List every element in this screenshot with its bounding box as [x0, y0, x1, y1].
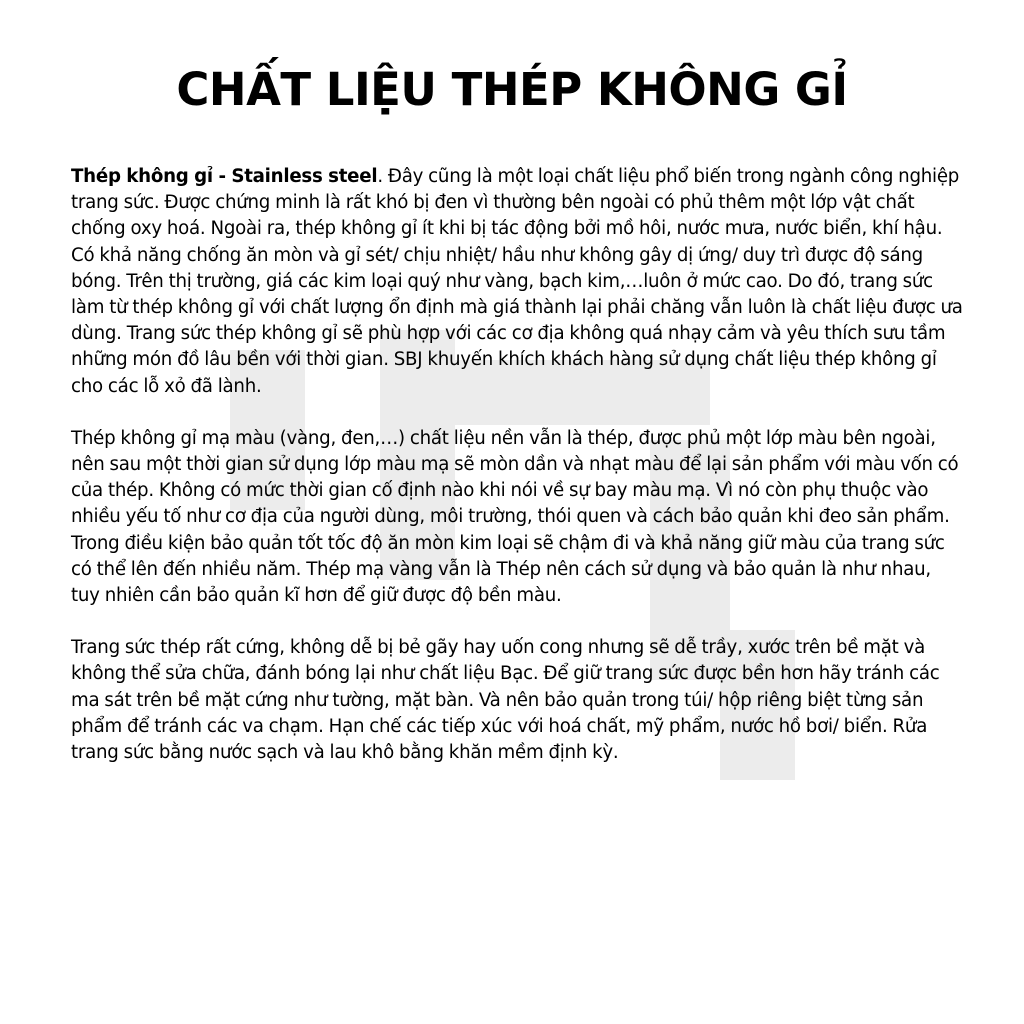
page-title: CHẤT LIỆU THÉP KHÔNG GỈ [176, 63, 848, 116]
paragraph-text: . Đây cũng là một loại chất liệu phổ biến trong ngành công nghiệp trang sức. Được chứng minh là rất khó bị đen vì thường bên ngoài có phủ thêm một lớp vật chất chống oxy hoá. Ngoài ra, thép không gỉ ít khi bị tác động bởi mồ hôi, nước mưa, nước biển, khí hậu. Có khả năng chống ăn mòn và gỉ sét/ chịu nhiệt/ hầu như không gây dị ứng/ duy trì được độ sáng bóng. Trên thị trường, giá các kim loại quý như vàng, bạch kim,…luôn ở mức cao. Do đó, trang sức làm từ thép không gỉ với chất lượng ổn định mà giá thành lại phải chăng vẫn luôn là chất liệu được ưa dùng. Trang sức thép không gỉ sẽ phù hợp với các cơ địa không quá nhạy cảm và yêu thích sưu tầm những món đồ lâu bền với thời gian. SBJ khuyến khích khách hàng sử dụng chất liệu thép không gỉ cho các lỗ xỏ đã lành. [71, 166, 963, 397]
paragraph-care-instructions: Trang sức thép rất cứng, không dễ bị bẻ gãy hay uốn cong nhưng sẽ dễ trầy, xước trên bề mặt và không thể sửa chữa, đánh bóng lại như chất liệu Bạc. Để giữ trang sức được bền hơn hãy tránh các ma sát trên bề mặt cứng như tường, mặt bàn. Và nên bảo quản trong túi/ hộp riêng biệt từng sản phẩm để tránh các va chạm. Hạn chế các tiếp xúc với hoá chất, mỹ phẩm, nước hồ bơi/ biển. Rửa trang sức bằng nước sạch và lau khô bằng khăn mềm định kỳ. [71, 637, 940, 764]
paragraph-stainless-steel [71, 164, 963, 400]
paragraph-plated-steel: Thép không gỉ mạ màu (vàng, đen,…) chất liệu nền vẫn là thép, được phủ một lớp màu bên ngoài, nên sau một thời gian sử dụng lớp màu mạ sẽ mòn dần và nhạt màu để lại sản phẩm với màu vốn có của thép. Không có mức thời gian cố định nào khi nói về sự bay màu mạ. Vì nó còn phụ thuộc vào nhiều yếu tố như cơ địa của người dùng, môi trường, thói quen và cách bảo quản khi đeo sản phẩm. Trong điều kiện bảo quản tốt tốc độ ăn mòn kim loại sẽ chậm đi và khả năng giữ màu của trang sức có thể lên đến nhiều năm. Thép mạ vàng vẫn là Thép nên cách sử dụng và bảo quản là như nhau, tuy nhiên cần bảo quản kĩ hơn để giữ được độ bền màu. [71, 427, 959, 607]
paragraph-lead-term: Thép không gỉ - Stainless steel [71, 166, 378, 187]
article-body [71, 164, 963, 792]
